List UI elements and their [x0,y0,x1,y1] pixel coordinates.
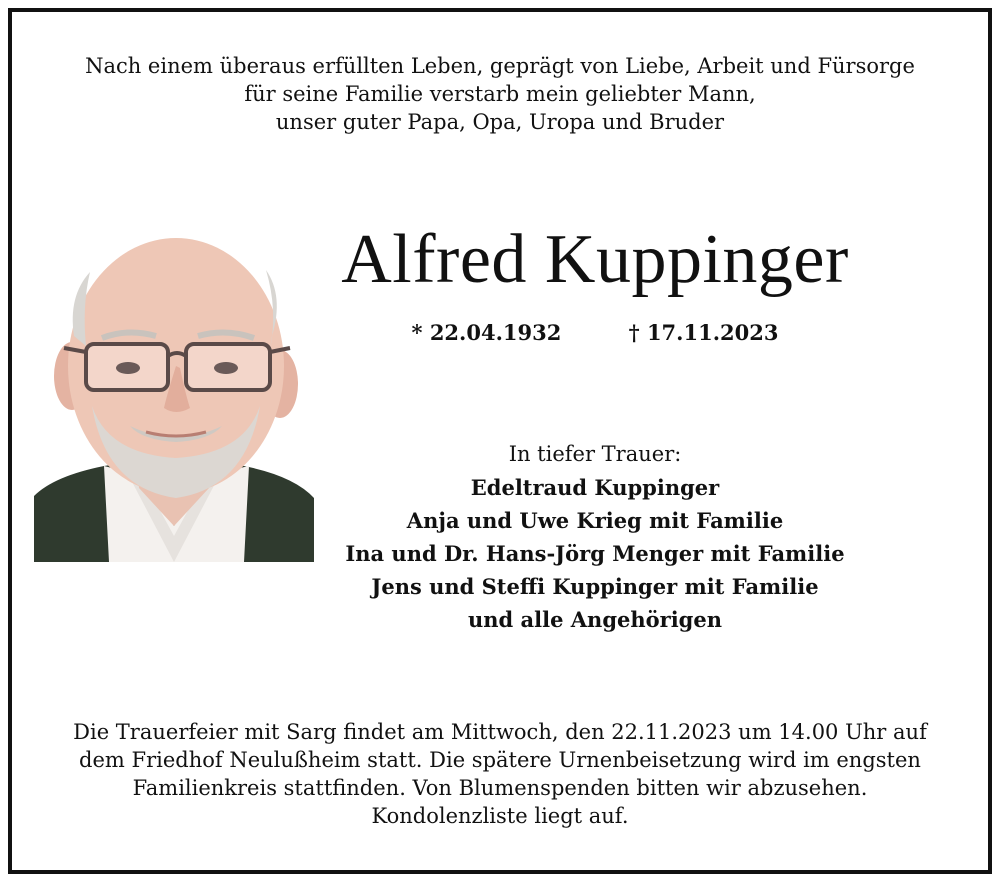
mourner-entry: und alle Angehörigen [468,607,722,632]
intro-line: Nach einem überaus erfüllten Leben, geprägt von Liebe, Arbeit und Fürsorge [85,54,915,78]
mourner-entry: Ina und Dr. Hans-Jörg Menger mit Familie [345,541,845,566]
funeral-line: Kondolenzliste liegt auf. [371,804,629,828]
intro-text [40,52,960,136]
intro-line: unser guter Papa, Opa, Uropa und Bruder [275,110,725,134]
portrait-illustration [34,226,314,562]
mourner-entry: Edeltraud Kuppinger [470,475,720,500]
death-date: † 17.11.2023 [628,320,779,345]
funeral-line: Familienkreis stattfinden. Von Blumenspenden bitten wir abzusehen. [132,776,868,800]
mourners-heading: In tiefer Trauer: [508,442,682,466]
deceased-name: Alfred Kuppinger [341,221,849,298]
mourner-entry: Anja und Uwe Krieg mit Familie [406,508,784,533]
mourner-entry: Jens und Steffi Kuppinger mit Familie [371,574,819,599]
life-dates [300,318,890,348]
portrait-photo [34,226,314,562]
funeral-details [40,718,960,830]
funeral-line: Die Trauerfeier mit Sarg findet am Mittwoch, den 22.11.2023 um 14.00 Uhr auf [73,720,927,744]
mourners-block [300,438,890,636]
funeral-line: dem Friedhof Neulußheim statt. Die spätere Urnenbeisetzung wird im engsten [79,748,921,772]
intro-line: für seine Familie verstarb mein geliebter Mann, [244,82,756,106]
birth-date: * 22.04.1932 [411,320,562,345]
